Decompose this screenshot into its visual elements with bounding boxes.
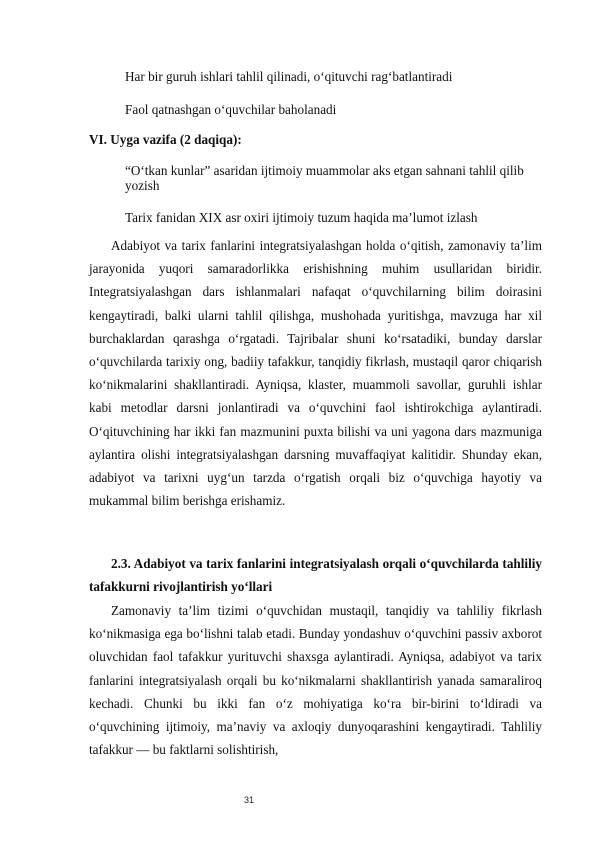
page-number: 31 bbox=[244, 795, 255, 805]
body-paragraph: Zamonaviy ta’lim tizimi o‘quvchidan mustaqil, tanqidiy va tahliliy fikrlash ko‘nikmasiga ega bo‘lishni talab etadi. Bunday yondashuv o‘quvchini passiv axborot oluvchidan faol tafakkur yurituvchi shaxsga aylantiradi. Ayniqsa, adabiyot va tarix fanlarini integratsiyalash orqali bu ko‘nikmalarni shakllantirish yanada samaraliroq kechadi. Chunki bu ikki fan o‘z mohiyatiga ko‘ra bir-birini to‘ldiradi va o‘quvchining ijtimoiy, ma’naviy va axloqiy dunyoqarashini kengaytiradi. Tahliliy tafakkur — bu faktlarni solishtirish, bbox=[89, 603, 542, 758]
homework-task-1: “O‘tkan kunlar” asaridan ijtimoiy muammolar aks etgan sahnani tahlil qilib yozish bbox=[125, 163, 524, 193]
section-title: 2.3. Adabiyot va tarix fanlarini integratsiyalash orqali o‘quvchilarda tahliliy tafakkurni rivojlantirish yo‘llari bbox=[89, 556, 542, 595]
section-heading-homework: VI. Uyga vazifa (2 daqiqa): bbox=[89, 132, 242, 147]
list-item: Har bir guruh ishlari tahlil qilinadi, o‘qituvchi rag‘batlantiradi bbox=[125, 69, 453, 84]
homework-task-2: Tarix fanidan XIX asr oxiri ijtimoiy tuzum haqida ma’lumot izlash bbox=[125, 210, 478, 225]
body-paragraph-conclusion: Adabiyot va tarix fanlarini integratsiyalashgan holda o‘qitish, zamonaviy ta’lim jarayonida yuqori samaradorlikka erishishning muhim usullaridan biridir. Integratsiyalashgan dars ishlanmalari nafaqat o‘quvchilarning bilim doirasini kengaytiradi, balki ularni tahlil qilishga, mushohada yuritishga, mavzuga har xil burchaklardan qarashga o‘rgatadi. Tajribalar shuni ko‘rsatadiki, bunday darslar o‘quvchilarda tarixiy ong, badiiy tafakkur, tanqidiy fikrlash, mustaqil qaror chiqarish ko‘nikmalarini shakllantiradi. Ayniqsa, klaster, muammoli savollar, guruhli ishlar kabi metodlar darsni jonlantiradi va o‘quvchini faol ishtirokchiga aylantiradi. O‘qituvchining har ikki fan mazmunini puxta bilishi va uni yagona dars mazmuniga aylantira olishi integratsiyalashgan darsning muvaffaqiyat kalitidir. Shunday ekan, adabiyot va tarixni uyg‘un tarzda o‘rgatish orqali biz o‘quvchiga hayotiy va mukammal bilim berishga erishamiz. bbox=[89, 238, 542, 509]
list-item: Faol qatnashgan o‘quvchilar baholanadi bbox=[125, 102, 337, 117]
